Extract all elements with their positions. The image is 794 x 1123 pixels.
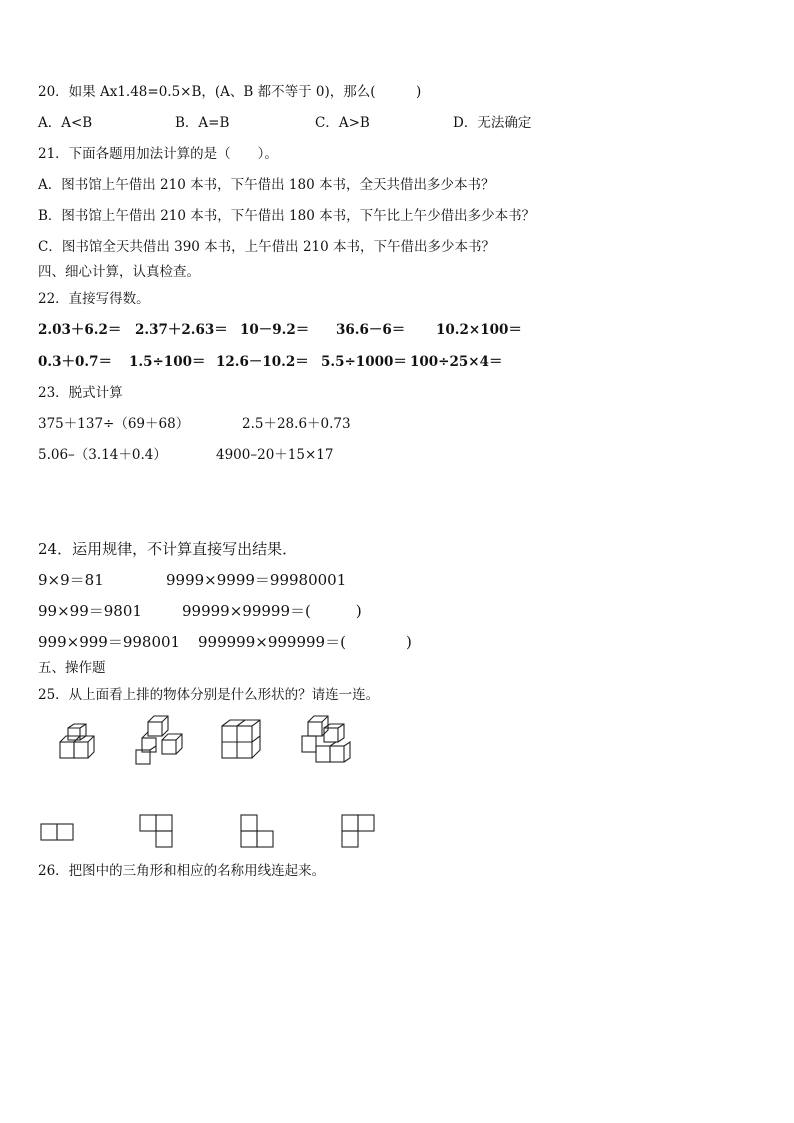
q23-expr: 4900–20＋15×17 xyxy=(216,447,334,463)
top-view-shape-2 xyxy=(139,814,175,850)
q22-expr: 2.03＋6.2＝ xyxy=(38,322,122,338)
cube-figure-3 xyxy=(220,718,270,766)
q21-option-a: A．图书馆上午借出 210 本书，下午借出 180 本书，全天共借出多少本书？ xyxy=(38,177,495,193)
q24-answer-blank: 999999×999999＝( ) xyxy=(198,633,412,651)
section-4-heading: 四、细心计算，认真检查。 xyxy=(38,264,200,280)
top-view-shape-1 xyxy=(40,823,76,843)
q22-expr: 36.6－6＝ xyxy=(336,322,406,338)
q22-expr: 10.2×100＝ xyxy=(436,322,522,338)
q23-stem: 23．脱式计算 xyxy=(38,385,123,401)
q22-expr: 0.3＋0.7＝ xyxy=(38,354,112,370)
q20-option-c: C．A>B xyxy=(315,115,370,131)
cube-figure-1 xyxy=(54,724,104,766)
q22-expr: 12.6－10.2＝ xyxy=(216,354,309,370)
q23-expr: 2.5＋28.6＋0.73 xyxy=(242,416,351,432)
q24-pattern: 99×99＝9801 xyxy=(38,602,142,620)
q23-expr: 375＋137÷（69＋68） xyxy=(38,416,190,432)
q24-pattern: 9999×9999＝99980001 xyxy=(166,571,347,589)
q22-expr: 2.37＋2.63＝ xyxy=(135,322,228,338)
q24-pattern: 9×9＝81 xyxy=(38,571,104,589)
q21-stem: 21．下面各题用加法计算的是（ ）。 xyxy=(38,146,278,162)
top-view-shape-4 xyxy=(341,814,377,850)
q25-stem: 25．从上面看上排的物体分别是什么形状的？请连一连。 xyxy=(38,687,380,703)
q20-option-d: D．无法确定 xyxy=(453,115,532,131)
q22-expr: 10－9.2＝ xyxy=(240,322,310,338)
q24-answer-blank: 99999×99999＝( ) xyxy=(182,602,362,620)
q21-option-c: C．图书馆全天共借出 390 本书，上午借出 210 本书，下午借出多少本书？ xyxy=(38,239,496,255)
q24-stem: 24．运用规律，不计算直接写出结果． xyxy=(38,540,298,558)
q23-expr: 5.06–（3.14＋0.4） xyxy=(38,447,167,463)
top-view-shape-3 xyxy=(240,814,276,850)
q22-expr: 5.5÷1000＝ xyxy=(321,354,407,370)
q22-expr: 1.5÷100＝ xyxy=(129,354,206,370)
q20-option-b: B．A=B xyxy=(175,115,230,131)
q20-option-a: A．A<B xyxy=(38,115,93,131)
q26-stem: 26．把图中的三角形和相应的名称用线连起来。 xyxy=(38,863,326,879)
section-5-heading: 五、操作题 xyxy=(38,660,106,676)
q22-expr: 100÷25×4＝ xyxy=(410,354,503,370)
q24-pattern: 999×999＝998001 xyxy=(38,633,181,651)
q22-stem: 22．直接写得数。 xyxy=(38,291,150,307)
q20-stem: 20．如果 Ax1.48=0.5×B，(A、B 都不等于 0)，那么( ) xyxy=(38,84,422,100)
q21-option-b: B．图书馆上午借出 210 本书，下午借出 180 本书，下午比上午少借出多少本书？ xyxy=(38,208,536,224)
cube-figure-2 xyxy=(134,716,188,768)
cube-figure-4 xyxy=(298,716,354,768)
